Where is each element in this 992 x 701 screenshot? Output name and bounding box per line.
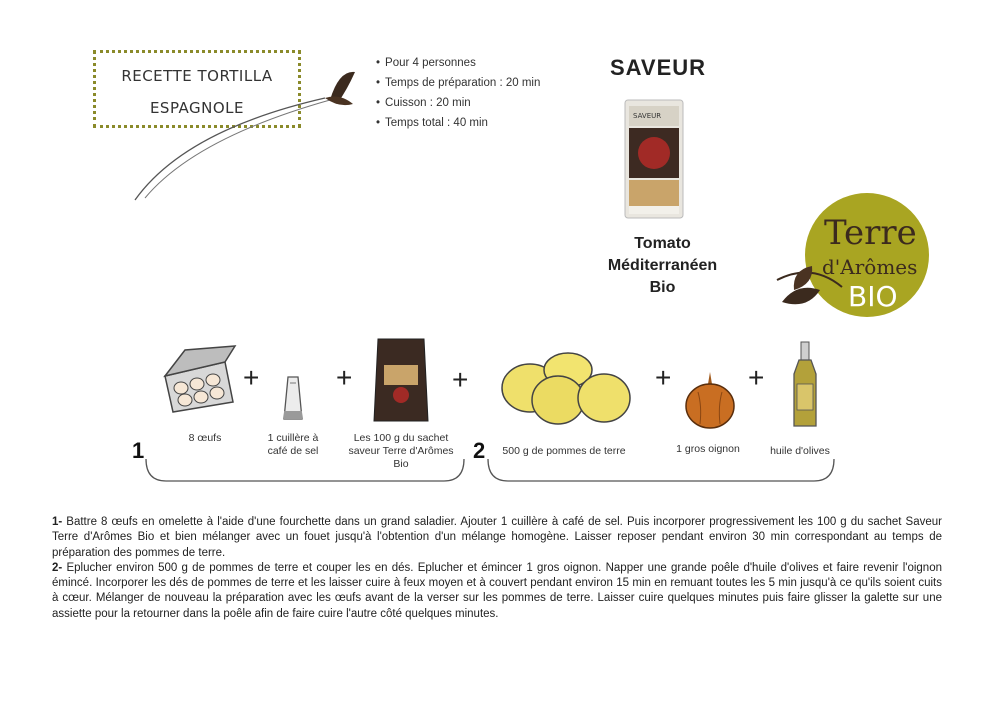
- salt-shaker-icon: [280, 375, 306, 423]
- instruction-step-2-text: Eplucher environ 500 g de pommes de terre et couper les en dés. Eplucher et émincer 1 gros oignon. Napper une grande poêle d'huile d'olives et faire revenir l'oignon émincé. Incorporer les dés de pommes de terre et les laisser cuire à feux moyen et à couvert pendant environ 15 min en remuant toutes les 5 min jusqu'à ce qu'ils soient cuits à cœur. Mélanger de nouveau la préparation avec les œufs avant de la verser sur les pommes de terre. Laisser cuire quelques minutes puis faire glisser la galette sur une assiette pour la retourner dans la poêle afin de faire cuire l'autre côté quelques minutes.: [52, 561, 942, 620]
- product-name-line2: Méditerranéen: [607, 257, 718, 274]
- package-label: SAVEUR: [633, 112, 662, 120]
- recipe-title-line1: RECETTE TORTILLA: [121, 67, 273, 85]
- step-number-2: 2: [473, 438, 486, 463]
- instruction-step-2-label: 2-: [52, 561, 63, 574]
- label-sachet: Les 100 g du sachet saveur Terre d'Arômes Bio: [348, 432, 454, 470]
- logo-word-daromes: d'Arômes: [822, 255, 918, 279]
- product-package-image: [623, 98, 685, 220]
- step2-brace: [482, 455, 840, 487]
- instruction-step-2: [52, 561, 942, 622]
- product-name-line3: Bio: [649, 279, 676, 296]
- instructions-text: [52, 515, 942, 622]
- product-name-line1: Tomato: [634, 235, 691, 252]
- plus-sign-5: +: [748, 362, 765, 393]
- label-eggs: 8 œufs: [188, 432, 222, 444]
- step-number-1: 1: [132, 438, 145, 463]
- saveur-heading: SAVEUR: [610, 55, 707, 80]
- info-prep-time: • Temps de préparation : 20 min: [376, 73, 540, 93]
- info-servings: • Pour 4 personnes: [376, 53, 540, 73]
- olive-oil-bottle-icon: [788, 340, 822, 430]
- egg-carton-icon: [155, 342, 237, 414]
- product-name: [590, 233, 735, 299]
- label-onion: 1 gros oignon: [676, 443, 740, 455]
- label-oil: huile d'olives: [770, 445, 830, 457]
- sachet-bag-icon: [372, 335, 430, 425]
- recipe-title-line2: ESPAGNOLE: [149, 99, 245, 117]
- info-cook-time: • Cuisson : 20 min: [376, 93, 540, 113]
- label-salt: 1 cuillère à café de sel: [267, 432, 319, 457]
- potatoes-icon: [500, 348, 635, 430]
- plus-sign-1: +: [243, 362, 260, 393]
- plus-sign-4: +: [655, 362, 672, 393]
- recipe-info-list: [376, 53, 540, 133]
- terre-daromes-bio-logo: [772, 192, 952, 322]
- logo-word-bio: BIO: [848, 280, 898, 313]
- instruction-step-1-label: 1-: [52, 516, 63, 528]
- info-total-time: • Temps total : 40 min: [376, 113, 540, 133]
- instruction-step-1-text: Battre 8 œufs en omelette à l'aide d'une fourchette dans un grand saladier. Ajouter 1 cuillère à café de sel. Puis incorporer progressivement les 100 g du sachet Saveur Terre d'Arômes Bio et bien mélanger avec un fouet jusqu'à l'obtention d'un mélange homogène. Laisser reposer pendant environ 30 min correspondant au temps de préparation des pommes de terre.: [52, 516, 942, 559]
- leaf-stem-decoration: [125, 60, 365, 210]
- onion-icon: [682, 368, 740, 430]
- plus-sign-3: +: [452, 364, 469, 395]
- label-potatoes: 500 g de pommes de terre: [502, 445, 626, 457]
- logo-word-terre: Terre: [824, 213, 917, 253]
- plus-sign-2: +: [336, 362, 353, 393]
- step1-brace: [140, 455, 470, 487]
- instruction-step-1: [52, 515, 942, 561]
